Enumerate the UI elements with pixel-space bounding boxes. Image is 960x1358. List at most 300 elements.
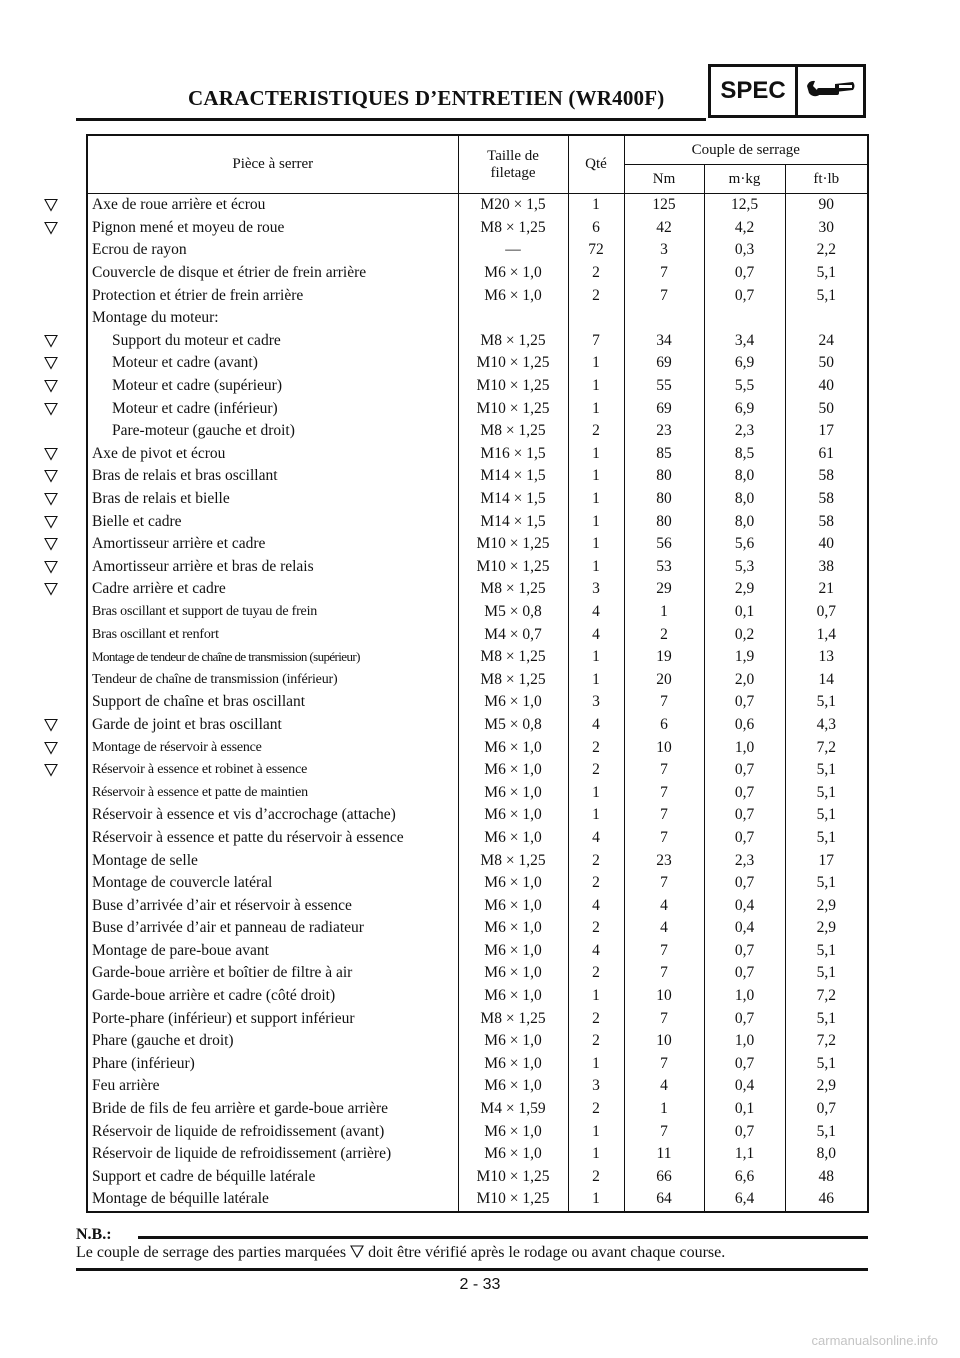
col-header-qty: Qté [568,135,624,194]
cell-mkg: 1,1 [704,1143,785,1166]
cell-ftlb: 2,2 [785,239,868,262]
cell-thread: M8 × 1,25 [458,646,568,669]
cell-mkg: 0,7 [704,940,785,963]
col-header-ftlb: ft·lb [785,165,868,194]
cell-nm: 10 [624,736,704,759]
cell-qty: 4 [568,827,624,850]
cell-ftlb: 8,0 [785,1143,868,1166]
cell-thread: M8 × 1,25 [458,217,568,240]
cell-qty: 2 [568,917,624,940]
cell-mkg: 12,5 [704,194,785,217]
cell-thread: M6 × 1,0 [458,781,568,804]
cell-mkg: 8,0 [704,510,785,533]
cell-part: Cadre arrière et cadre [87,578,458,601]
header-rule [76,118,706,121]
cell-part: Garde-boue arrière et cadre (côté droit) [87,985,458,1008]
cell-qty: 2 [568,849,624,872]
cell-ftlb: 5,1 [785,962,868,985]
triangle-mark-icon [44,492,58,506]
cell-part: Montage de tendeur de chaîne de transmission (supérieur) [87,646,458,669]
cell-mkg: 6,4 [704,1188,785,1212]
cell-part: Support de chaîne et bras oscillant [87,691,458,714]
cell-nm: 69 [624,397,704,420]
cell-thread: M6 × 1,0 [458,804,568,827]
cell-part: Axe de pivot et écrou [87,443,458,466]
cell-mkg: 1,0 [704,736,785,759]
header-title: CARACTERISTIQUES D’ENTRETIEN (WR400F) [188,86,665,110]
col-header-nm: Nm [624,165,704,194]
cell-qty: 4 [568,601,624,624]
triangle-mark-icon [44,560,58,574]
cell-part: Support et cadre de béquille latérale [87,1166,458,1189]
triangle-mark-icon [44,379,58,393]
cell-part: Montage de réservoir à essence [87,736,458,759]
cell-thread: M8 × 1,25 [458,849,568,872]
cell-mkg: 0,7 [704,962,785,985]
cell-part: Support du moteur et cadre [87,330,458,353]
cell-part: Pare-moteur (gauche et droit) [87,420,458,443]
cell-qty: 2 [568,736,624,759]
cell-nm: 55 [624,375,704,398]
cell-part: Bras de relais et bras oscillant [87,465,458,488]
triangle-mark-icon [44,334,58,348]
cell-part: Réservoir à essence et patte de maintien [87,781,458,804]
cell-part: Bielle et cadre [87,510,458,533]
triangle-mark-icon [44,221,58,235]
cell-ftlb [785,307,868,330]
cell-thread: M5 × 0,8 [458,714,568,737]
cell-qty: 2 [568,262,624,285]
cell-thread: M14 × 1,5 [458,488,568,511]
col-header-torque: Couple de serrage [624,135,868,165]
table-row [87,330,868,353]
cell-thread: — [458,239,568,262]
cell-nm: 3 [624,239,704,262]
cell-thread: M6 × 1,0 [458,827,568,850]
cell-qty: 2 [568,1007,624,1030]
cell-ftlb: 24 [785,330,868,353]
cell-part: Montage de selle [87,849,458,872]
cell-nm [624,307,704,330]
cell-nm: 23 [624,849,704,872]
cell-nm: 34 [624,330,704,353]
cell-thread: M6 × 1,0 [458,1143,568,1166]
cell-thread: M6 × 1,0 [458,962,568,985]
cell-part: Phare (gauche et droit) [87,1030,458,1053]
cell-part: Amortisseur arrière et cadre [87,533,458,556]
table-row [87,1188,868,1212]
cell-part: Axe de roue arrière et écrou [87,194,458,217]
col-header-thread: Taille de filetage [458,135,568,194]
cell-mkg [704,307,785,330]
cell-part: Moteur et cadre (avant) [87,352,458,375]
cell-mkg: 2,3 [704,849,785,872]
cell-thread: M6 × 1,0 [458,940,568,963]
cell-ftlb: 2,9 [785,1075,868,1098]
cell-ftlb: 50 [785,397,868,420]
cell-ftlb: 7,2 [785,1030,868,1053]
cell-qty: 1 [568,1120,624,1143]
cell-nm: 7 [624,804,704,827]
cell-part: Bras oscillant et renfort [87,623,458,646]
cell-qty: 2 [568,1166,624,1189]
cell-mkg: 0,7 [704,827,785,850]
cell-ftlb: 7,2 [785,985,868,1008]
cell-thread: M6 × 1,0 [458,1030,568,1053]
triangle-mark-icon [44,402,58,416]
cell-nm: 7 [624,962,704,985]
cell-ftlb: 46 [785,1188,868,1212]
cell-thread: M16 × 1,5 [458,443,568,466]
cell-qty: 1 [568,465,624,488]
cell-part: Moteur et cadre (supérieur) [87,375,458,398]
table-row [87,894,868,917]
cell-mkg: 0,4 [704,894,785,917]
triangle-mark-icon [44,763,58,777]
table-row [87,217,868,240]
cell-qty: 1 [568,985,624,1008]
cell-qty: 3 [568,1075,624,1098]
page-number: 2 - 33 [459,1276,501,1293]
cell-ftlb: 30 [785,217,868,240]
cell-mkg: 4,2 [704,217,785,240]
cell-nm: 80 [624,488,704,511]
cell-nm: 19 [624,646,704,669]
triangle-mark-icon [44,537,58,551]
table-row [87,827,868,850]
table-row [87,985,868,1008]
cell-thread: M10 × 1,25 [458,1166,568,1189]
cell-nm: 125 [624,194,704,217]
spec-badge [708,64,866,118]
cell-nm: 85 [624,443,704,466]
cell-qty: 4 [568,623,624,646]
triangle-mark-icon [44,718,58,732]
cell-ftlb: 17 [785,849,868,872]
cell-part: Pignon mené et moyeu de roue [87,217,458,240]
cell-part: Feu arrière [87,1075,458,1098]
cell-nm: 10 [624,1030,704,1053]
table-row [87,849,868,872]
triangle-mark-icon [44,198,58,212]
cell-thread: M8 × 1,25 [458,330,568,353]
cell-mkg: 2,9 [704,578,785,601]
cell-ftlb: 13 [785,646,868,669]
table-row [87,601,868,624]
table-row [87,443,868,466]
cell-ftlb: 40 [785,375,868,398]
cell-nm: 7 [624,1053,704,1076]
cell-part: Réservoir à essence et robinet à essence [87,759,458,782]
cell-ftlb: 5,1 [785,691,868,714]
table-row [87,1166,868,1189]
note-rule [138,1236,868,1239]
cell-ftlb: 2,9 [785,917,868,940]
cell-part: Buse d’arrivée d’air et panneau de radiateur [87,917,458,940]
cell-mkg: 6,9 [704,397,785,420]
cell-mkg: 0,1 [704,601,785,624]
cell-qty: 7 [568,330,624,353]
triangle-mark-icon [350,1245,364,1258]
cell-ftlb: 5,1 [785,827,868,850]
triangle-mark-icon [44,469,58,483]
cell-part: Réservoir à essence et patte du réservoir à essence [87,827,458,850]
cell-qty: 1 [568,352,624,375]
cell-part: Garde-boue arrière et boîtier de filtre à air [87,962,458,985]
cell-ftlb: 5,1 [785,1007,868,1030]
cell-qty: 6 [568,217,624,240]
cell-ftlb: 5,1 [785,804,868,827]
cell-nm: 7 [624,827,704,850]
cell-nm: 4 [624,917,704,940]
cell-ftlb: 21 [785,578,868,601]
cell-ftlb: 5,1 [785,1120,868,1143]
cell-mkg: 0,7 [704,262,785,285]
cell-part: Montage du moteur: [87,307,458,330]
cell-ftlb: 48 [785,1166,868,1189]
cell-mkg: 2,0 [704,668,785,691]
cell-ftlb: 5,1 [785,781,868,804]
cell-thread: M14 × 1,5 [458,510,568,533]
cell-ftlb: 58 [785,488,868,511]
cell-ftlb: 58 [785,465,868,488]
table-row [87,488,868,511]
cell-part: Montage de béquille latérale [87,1188,458,1212]
cell-thread: M6 × 1,0 [458,894,568,917]
cell-part: Bride de fils de feu arrière et garde-boue arrière [87,1098,458,1121]
cell-part: Tendeur de chaîne de transmission (inférieur) [87,668,458,691]
cell-nm: 7 [624,759,704,782]
cell-nm: 20 [624,668,704,691]
cell-thread: M6 × 1,0 [458,1053,568,1076]
cell-mkg: 0,7 [704,1120,785,1143]
cell-qty: 2 [568,759,624,782]
cell-mkg: 8,0 [704,488,785,511]
table-row [87,781,868,804]
cell-qty: 1 [568,510,624,533]
cell-nm: 6 [624,714,704,737]
table-row [87,307,868,330]
cell-ftlb: 0,7 [785,1098,868,1121]
cell-mkg: 0,2 [704,623,785,646]
cell-ftlb: 38 [785,556,868,579]
cell-nm: 7 [624,781,704,804]
table-row [87,1075,868,1098]
cell-thread: M10 × 1,25 [458,352,568,375]
table-row [87,1143,868,1166]
cell-part: Couvercle de disque et étrier de frein arrière [87,262,458,285]
cell-part: Buse d’arrivée d’air et réservoir à essence [87,894,458,917]
triangle-mark-icon [44,447,58,461]
table-row [87,239,868,262]
cell-part: Ecrou de rayon [87,239,458,262]
cell-mkg: 8,0 [704,465,785,488]
cell-ftlb: 0,7 [785,601,868,624]
cell-mkg: 1,0 [704,1030,785,1053]
cell-thread: M6 × 1,0 [458,262,568,285]
cell-mkg: 0,1 [704,1098,785,1121]
cell-thread: M10 × 1,25 [458,1188,568,1212]
table-row [87,940,868,963]
note-label: N.B.: [76,1226,112,1243]
triangle-mark-icon [44,741,58,755]
cell-mkg: 0,7 [704,1053,785,1076]
cell-ftlb: 61 [785,443,868,466]
cell-thread: M6 × 1,0 [458,736,568,759]
spec-label: SPEC [711,67,798,115]
cell-thread: M6 × 1,0 [458,1120,568,1143]
cell-qty [568,307,624,330]
cell-qty: 2 [568,1098,624,1121]
triangle-mark-icon [44,582,58,596]
cell-nm: 7 [624,1120,704,1143]
cell-nm: 23 [624,420,704,443]
cell-nm: 7 [624,262,704,285]
table-row [87,465,868,488]
cell-thread: M10 × 1,25 [458,533,568,556]
cell-thread: M14 × 1,5 [458,465,568,488]
cell-thread: M4 × 1,59 [458,1098,568,1121]
cell-qty: 1 [568,194,624,217]
cell-mkg: 5,5 [704,375,785,398]
cell-qty: 2 [568,420,624,443]
cell-qty: 1 [568,443,624,466]
col-header-part: Pièce à serrer [87,135,458,194]
table-row [87,420,868,443]
cell-ftlb: 5,1 [785,284,868,307]
cell-qty: 1 [568,375,624,398]
cell-nm: 1 [624,601,704,624]
cell-nm: 56 [624,533,704,556]
cell-qty: 2 [568,872,624,895]
cell-part: Amortisseur arrière et bras de relais [87,556,458,579]
table-row [87,1007,868,1030]
note-text: Le couple de serrage des parties marquées doit être vérifié après le rodage ou avant chaque course. [76,1244,726,1261]
cell-nm: 66 [624,1166,704,1189]
cell-ftlb: 50 [785,352,868,375]
cell-ftlb: 14 [785,668,868,691]
table-row [87,510,868,533]
triangle-mark-icon [44,356,58,370]
cell-qty: 1 [568,804,624,827]
cell-thread: M6 × 1,0 [458,284,568,307]
cell-thread: M6 × 1,0 [458,691,568,714]
cell-qty: 1 [568,1143,624,1166]
cell-thread: M4 × 0,7 [458,623,568,646]
cell-mkg: 6,9 [704,352,785,375]
cell-qty: 4 [568,894,624,917]
cell-thread: M8 × 1,25 [458,578,568,601]
cell-ftlb: 40 [785,533,868,556]
cell-mkg: 0,7 [704,759,785,782]
table-row [87,397,868,420]
table-row [87,759,868,782]
cell-thread: M10 × 1,25 [458,556,568,579]
cell-thread: M6 × 1,0 [458,872,568,895]
cell-part: Moteur et cadre (inférieur) [87,397,458,420]
cell-ftlb: 5,1 [785,759,868,782]
table-row [87,917,868,940]
cell-nm: 69 [624,352,704,375]
table-row [87,691,868,714]
cell-qty: 3 [568,691,624,714]
cell-ftlb: 1,4 [785,623,868,646]
cell-nm: 53 [624,556,704,579]
cell-mkg: 0,7 [704,1007,785,1030]
cell-mkg: 0,4 [704,917,785,940]
cell-nm: 4 [624,1075,704,1098]
cell-part: Bras oscillant et support de tuyau de frein [87,601,458,624]
cell-thread: M20 × 1,5 [458,194,568,217]
cell-nm: 4 [624,894,704,917]
cell-mkg: 0,7 [704,691,785,714]
cell-mkg: 0,7 [704,284,785,307]
table-row [87,714,868,737]
table-row [87,623,868,646]
wrench-icon [798,67,863,115]
cell-part: Montage de pare-boue avant [87,940,458,963]
cell-nm: 42 [624,217,704,240]
cell-nm: 29 [624,578,704,601]
cell-qty: 1 [568,1188,624,1212]
bottom-rule [76,1268,868,1271]
table-row [87,1030,868,1053]
cell-thread: M8 × 1,25 [458,668,568,691]
cell-thread: M10 × 1,25 [458,397,568,420]
cell-ftlb: 5,1 [785,872,868,895]
cell-part: Porte-phare (inférieur) et support inférieur [87,1007,458,1030]
cell-qty: 1 [568,668,624,691]
table-row [87,668,868,691]
cell-nm: 7 [624,691,704,714]
cell-qty: 2 [568,1030,624,1053]
table-row [87,736,868,759]
cell-nm: 11 [624,1143,704,1166]
cell-qty: 1 [568,533,624,556]
cell-mkg: 6,6 [704,1166,785,1189]
col-header-mkg: m·kg [704,165,785,194]
cell-ftlb: 5,1 [785,262,868,285]
table-row [87,1053,868,1076]
cell-thread: M6 × 1,0 [458,759,568,782]
cell-part: Réservoir de liquide de refroidissement (arrière) [87,1143,458,1166]
cell-mkg: 1,9 [704,646,785,669]
table-row [87,804,868,827]
cell-nm: 7 [624,940,704,963]
table-row [87,194,868,217]
cell-nm: 7 [624,284,704,307]
cell-ftlb: 7,2 [785,736,868,759]
cell-thread: M10 × 1,25 [458,375,568,398]
cell-nm: 10 [624,985,704,1008]
cell-qty: 3 [568,578,624,601]
cell-ftlb: 17 [785,420,868,443]
cell-mkg: 1,0 [704,985,785,1008]
cell-thread: M8 × 1,25 [458,1007,568,1030]
table-row [87,872,868,895]
cell-mkg: 5,3 [704,556,785,579]
cell-ftlb: 5,1 [785,940,868,963]
cell-ftlb: 4,3 [785,714,868,737]
cell-qty: 4 [568,714,624,737]
cell-mkg: 0,7 [704,804,785,827]
table-row [87,375,868,398]
cell-mkg: 0,4 [704,1075,785,1098]
cell-qty: 1 [568,397,624,420]
cell-mkg: 0,7 [704,872,785,895]
cell-part: Bras de relais et bielle [87,488,458,511]
cell-nm: 7 [624,1007,704,1030]
